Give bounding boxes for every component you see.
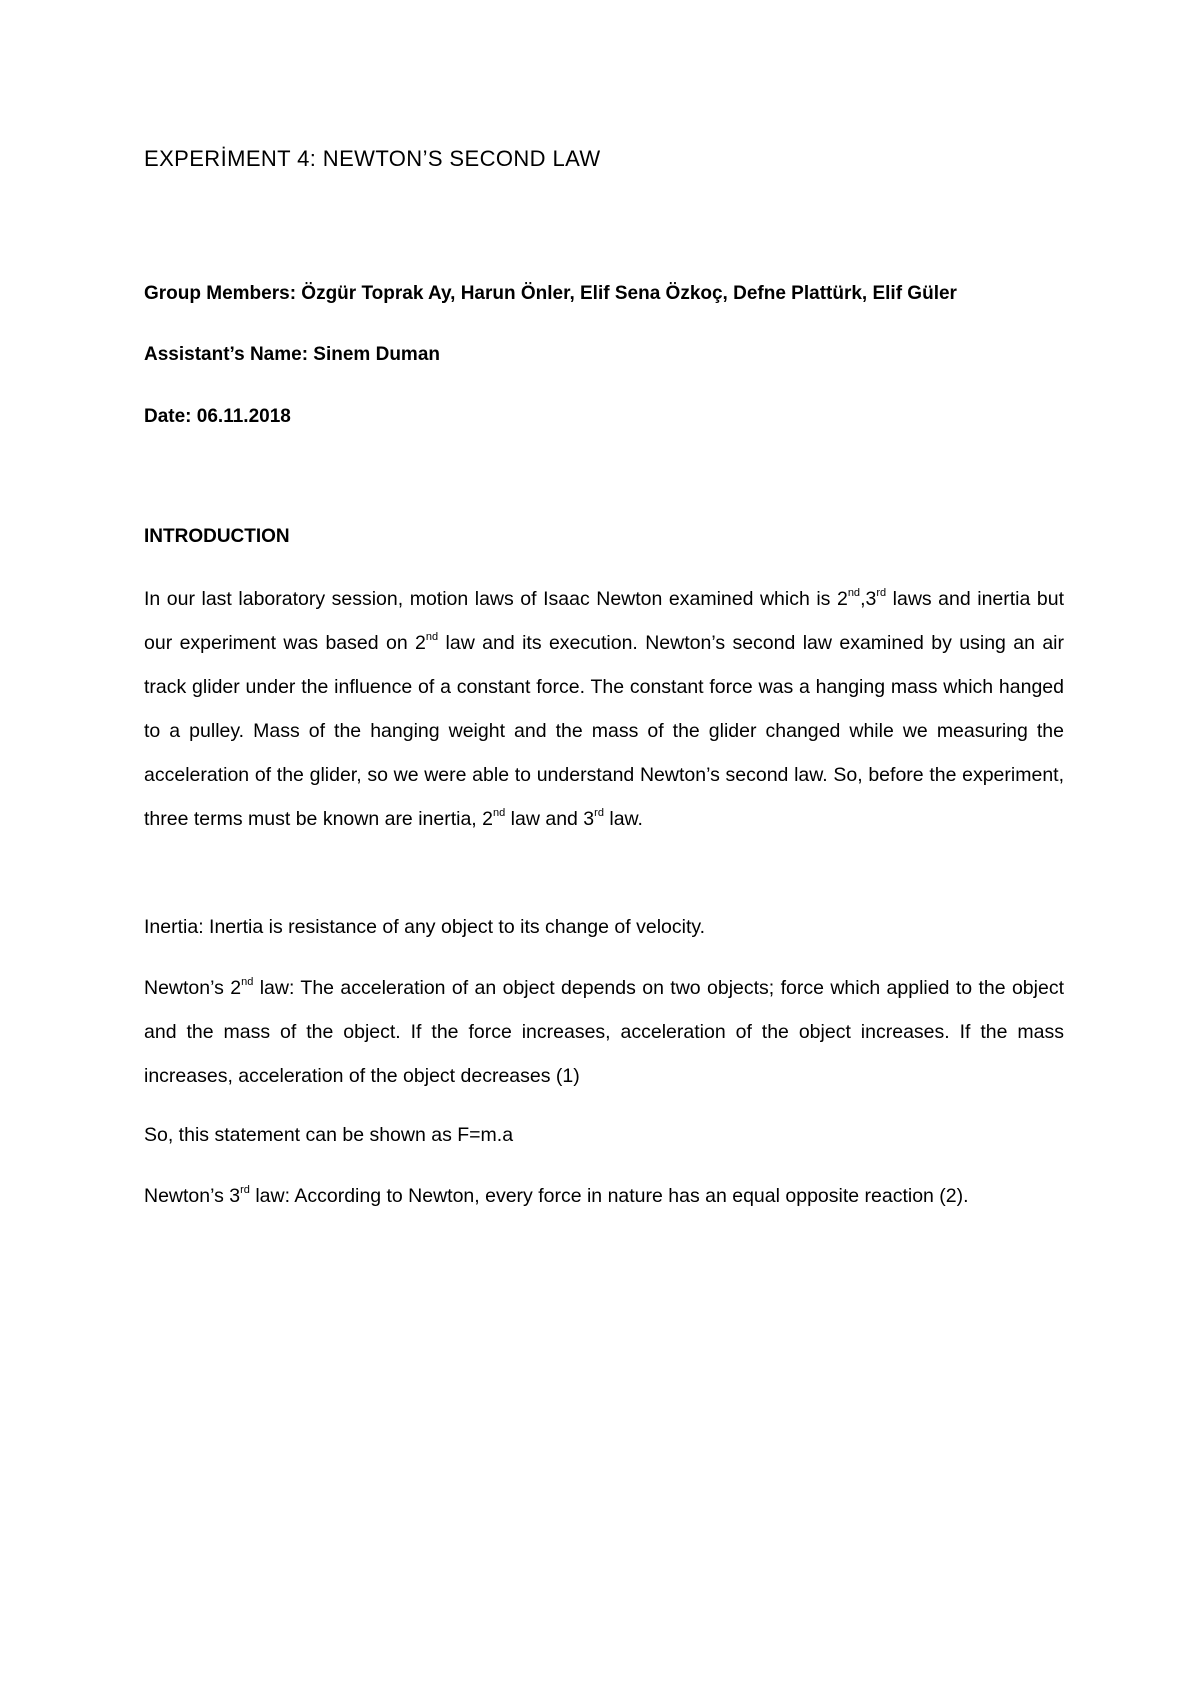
ordinal-suffix: nd [241,976,254,988]
ordinal-suffix: rd [240,1184,250,1196]
report-date: Date: 06.11.2018 [144,406,291,427]
ordinal-suffix: nd [847,587,861,599]
second-law-text-2: law: The acceleration of an object depends on two objects; force which applied to the object and the mass of the object. If the force increases, acceleration of the object increases. If the mass increases, acceleration of the object decreases (1) [144,977,1064,1087]
intro-text-4: law and its execution. Newton’s second law examined by using an air track glider under the influence of a constant force. The constant force was a hanging mass which hanged to a pulley. Mass of the hanging weight and the mass of the glider changed while we measuring the acceleration of the glider, so we were able to understand Newton’s second law. So, before the experiment, three terms must be known are inertia, 2 [144,632,1064,830]
ordinal-suffix: nd [425,631,439,643]
intro-text-2: ,3 [860,588,877,610]
intro-text-5: law and 3 [505,808,595,830]
document-title: EXPERİMENT 4: NEWTON’S SECOND LAW [144,146,601,171]
third-law-text-1: Newton’s 3 [144,1185,241,1207]
ordinal-suffix: rd [594,807,604,819]
second-law-text-1: Newton’s 2 [144,977,242,999]
assistant-name: Assistant’s Name: Sinem Duman [144,344,440,365]
intro-text-6: law. [603,808,643,830]
third-law-text-2: law: According to Newton, every force in nature has an equal opposite reaction (2). [249,1185,969,1207]
intro-paragraph [144,577,1064,841]
formula-statement: So, this statement can be shown as F=m.a [144,1124,514,1146]
ordinal-suffix: nd [493,807,506,819]
third-law-paragraph [144,1174,1064,1218]
introduction-heading: INTRODUCTION [144,526,290,547]
second-law-paragraph [144,966,1064,1098]
group-members: Group Members: Özgür Toprak Ay, Harun Önler, Elif Sena Özkoç, Defne Plattürk, Elif Güler [144,283,957,304]
inertia-definition: Inertia: Inertia is resistance of any object to its change of velocity. [144,916,706,938]
intro-text-1: In our last laboratory session, motion laws of Isaac Newton examined which is 2 [144,588,848,610]
intro-text-3: laws and inertia but our experiment was based on 2 [144,588,1064,654]
ordinal-suffix: rd [876,587,887,599]
